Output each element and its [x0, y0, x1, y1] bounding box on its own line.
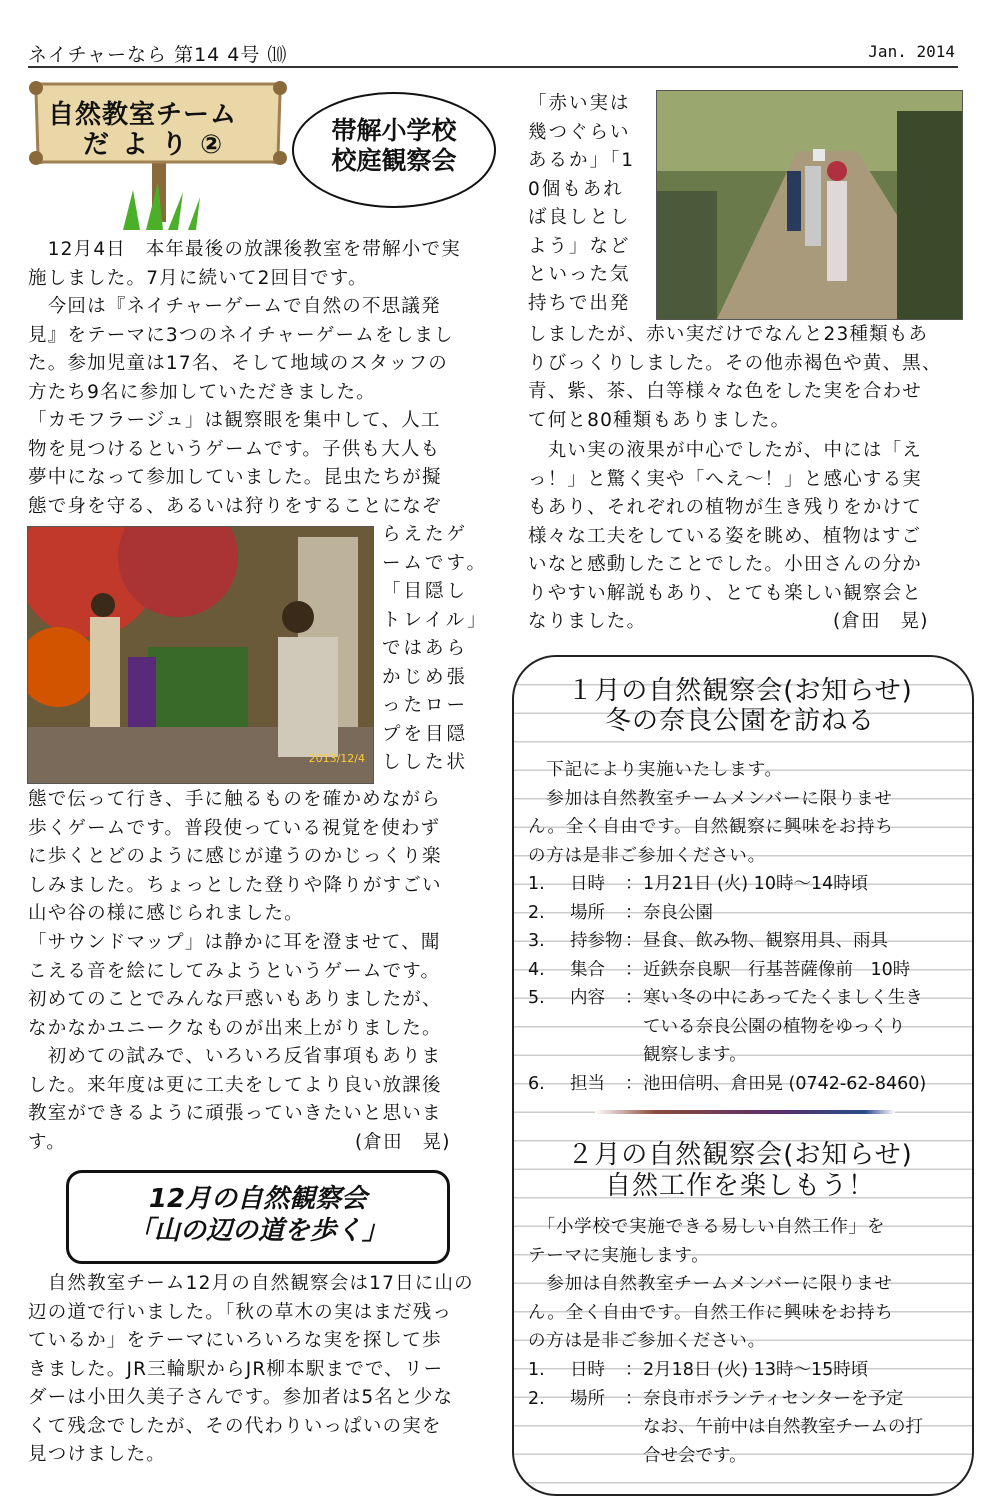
notice1-item: 6. 担当 ： 池田信明、倉田晃 (0742-62-8460)	[528, 1073, 927, 1094]
article2-title-line2: 「山の辺の道を歩く」	[127, 1216, 388, 1246]
photo-yamanobe-path	[656, 90, 963, 320]
article1-p5: 「サウンドマップ」は静かに耳を澄ませて、聞 こえる音を絵にしてみようというゲームです。 初めてのことでみんな戸惑いもありましたが、 なかなかユニークなものが出来上がりました。	[28, 932, 442, 1039]
photo-blindfold-trail	[27, 526, 374, 784]
article1-side-text: らえたゲ ームです。 「目隠し トレイル」 ではあら かじめ張 ったロー プを目隠 しした状	[382, 524, 489, 773]
notice2-item: 2. 場所 ： 奈良市ボランティセンターを予定 なお、午前中は自然教室チームの打 合せ会です。	[528, 1388, 923, 1466]
article2-title-line1: 12月の自然観察会	[148, 1184, 368, 1214]
notice2-subtitle: 自然工作を楽しもう！	[604, 1171, 875, 1201]
sign-line1: 自然教室チーム	[48, 100, 238, 130]
article1-p3: 「カモフラージュ」は観察眼を集中して、人工 物を見つけるというゲームです。子供も大人も 夢中になって参加していました。昆虫たちが擬 態で身を守る、あるいは狩りをすることになぞ	[28, 410, 442, 517]
newsletter-issue: ネイチャーなら 第14 4号 ⑽	[28, 44, 288, 66]
circle-title-line2: 校庭観察会	[331, 146, 457, 175]
article2-p1: 自然教室チーム12月の自然観察会は17日に山の 辺の道で行いました。「秋の草木の実はまだ残っ ているか」をテーマにいろいろな実を探して歩 きました。JR三輪駅からJR柳本駅までで、リー ダーは小田久美子さんです。参加者は5名と少な くて残念でしたが、その代わりいっぱいの実を 見つけました。	[28, 1273, 474, 1465]
notice1-intro: 下記により実施いたします。 参加は自然教室チームメンバーに限りませ ん。全く自由です。自然観察に興味をお持ち の方は是非ご参加ください。	[528, 760, 894, 866]
article2-author: (倉田 晃)	[833, 611, 929, 632]
article1-p2: 今回は『ネイチャーゲームで自然の不思議発 見』をテーマに3つのネイチャーゲームをしまし た。参加児童は17名、そして地域のスタッフの 方たち9名に参加していただきました。	[28, 296, 454, 403]
article1-p1: 12月4日 本年最後の放課後教室を帯解小で実 施しました。7月に続いて2回目です。	[28, 239, 461, 289]
notice1-title: １月の自然観察会(お知らせ)	[567, 676, 913, 706]
issue-date: Jan. 2014	[868, 42, 955, 61]
article2-p2: しましたが、赤い実だけでなんと23種類もあ りびっくりしました。その他赤褐色や黄、黒、 青、紫、茶、白等様々な色をした実を合わせ て何と80種類もありました。	[528, 324, 942, 431]
team-sign-graphic	[28, 72, 288, 232]
notice2-list	[528, 1356, 968, 1470]
header-divider	[28, 66, 958, 68]
notice1-item: 2. 場所 ： 奈良公園	[528, 902, 713, 923]
notice2-item: 1. 日時 ： 2月18日 (火) 13時～15時頃	[528, 1360, 869, 1380]
sign-line2: だ よ り ②	[83, 130, 225, 160]
notice2-intro: 「小学校で実施できる易しい自然工作」を テーマに実施します。 参加は自然教室チームメンバーに限りませ ん。全く自由です。自然工作に興味をお持ち の方は是非ご参加ください。	[528, 1217, 894, 1351]
notice1-item: 5. 内容 ： 寒い冬の中にあってたくましく生き ている奈良公園の植物をゆっくり 観察します。	[528, 988, 923, 1065]
article2-title-box	[66, 1170, 450, 1264]
notice-divider	[595, 1110, 895, 1114]
circle-title-line1: 帯解小学校	[331, 116, 457, 145]
article2-side-text: 「赤い実は 幾つぐらい あるか」「1 0個もあれ ば良しとし よう」など といった気 持ちで出発	[528, 93, 636, 314]
article2-p3: 丸い実の液果が中心でしたが、中には「え っ！」と驚く実や「へえ～！」と感心する実 もあり、それぞれの植物が生き残りをかけて 様々な工夫をしている姿を眺め、植物はすご いなと感動したことでした。小田さんの分か りやすい解説もあり、とても楽しい観察会と なりました。	[528, 440, 923, 632]
notice1-item: 4. 集合 ： 近鉄奈良駅 行基菩薩像前 10時	[528, 959, 911, 980]
notice1-list	[528, 870, 968, 1098]
article1-p6: 初めての試みで、いろいろ反省事項もありま した。来年度は更に工夫をしてより良い放課後 教室ができるように頑張っていきたいと思いま す。	[28, 1046, 442, 1153]
article1-p4: 態で伝って行き、手に触るものを確かめながら 歩くゲームです。普段使っている視覚を使わず に歩くとどのように感じが違うのかじっくり楽 しみました。ちょっとした登りや降りがすごい 山や谷の様に感じられました。	[28, 789, 442, 924]
photo-date-stamp: 2013/12/4	[308, 752, 365, 765]
notice2-title: ２月の自然観察会(お知らせ)	[567, 1140, 913, 1170]
article1-author: (倉田 晃)	[355, 1132, 451, 1153]
notice1-subtitle: 冬の奈良公園を訪ねる	[604, 706, 875, 736]
circle-title	[292, 92, 496, 208]
notice1-item: 1. 日時 ： 1月21日 (火) 10時～14時頃	[528, 874, 869, 894]
notice1-item: 3. 持参物 ： 昼食、飲み物、観察用具、雨具	[528, 931, 888, 951]
